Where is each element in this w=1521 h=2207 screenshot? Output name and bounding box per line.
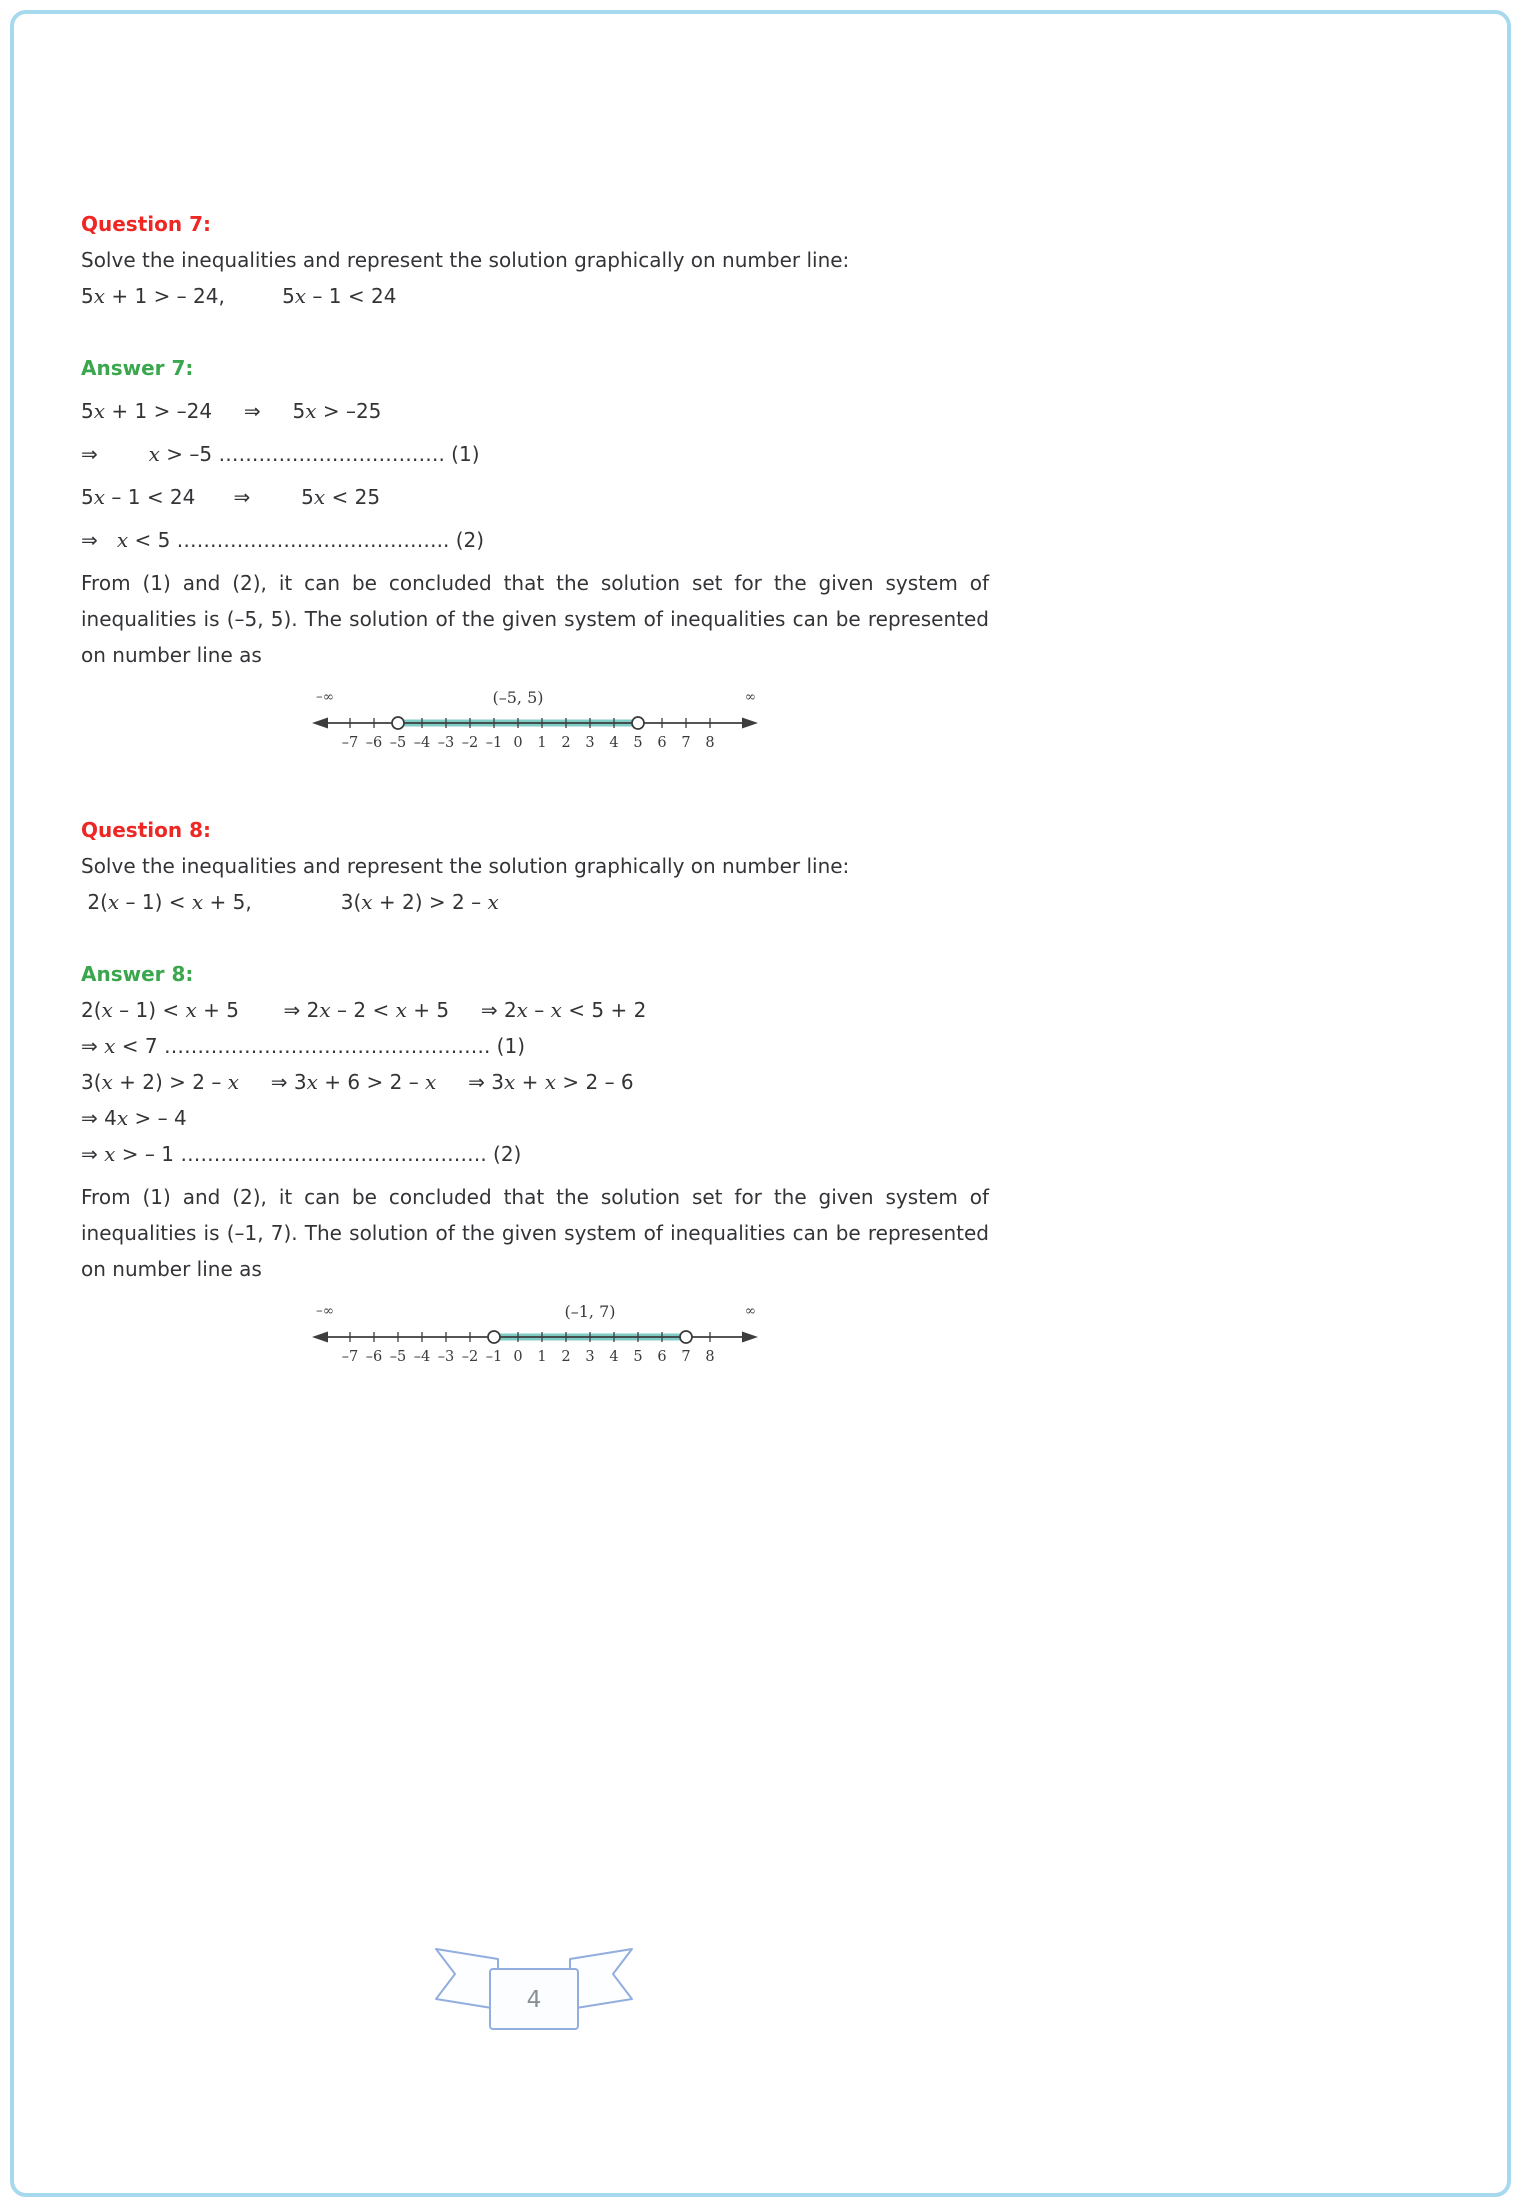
question-8-heading: Question 8: [81,818,211,842]
svg-text:–7: –7 [341,735,359,751]
svg-text:–1: –1 [485,1349,503,1365]
answer-7-step-4: ⇒ x < 5 ………………………………….. (2) [81,528,485,552]
svg-text:6: 6 [657,1349,667,1365]
svg-text:3: 3 [585,1349,595,1365]
svg-text:7: 7 [681,1349,691,1365]
svg-text:2: 2 [561,735,571,751]
svg-text:∞: ∞ [744,689,756,705]
svg-text:0: 0 [513,1349,523,1365]
svg-text:∞: ∞ [744,1303,756,1319]
svg-text:–5: –5 [389,735,407,751]
svg-text:–3: –3 [437,735,455,751]
svg-text:4: 4 [609,735,619,751]
answer-7-step-3: 5x – 1 < 24 ⇒ 5x < 25 [81,485,381,509]
svg-text:5: 5 [633,1349,643,1365]
svg-text:–3: –3 [437,1349,455,1365]
answer-8-step-2: ⇒ x < 7 …………………………………………. (1) [81,1034,526,1058]
answer-8-step-1: 2(x – 1) < x + 5 ⇒ 2x – 2 < x + 5 ⇒ 2x – x < 5 + 2 [81,998,647,1022]
page-content [81,0,989,1398]
svg-text:4: 4 [609,1349,619,1365]
answer-8-step-5: ⇒ x > – 1 ………………………………………. (2) [81,1142,522,1166]
svg-text:–1: –1 [485,735,503,751]
svg-text:–2: –2 [461,735,479,751]
svg-text:8: 8 [705,735,715,751]
svg-text:5: 5 [633,735,643,751]
answer-8-heading: Answer 8: [81,962,194,986]
svg-text:–6: –6 [365,735,383,751]
svg-text:–7: –7 [341,1349,359,1365]
svg-text:1: 1 [537,1349,547,1365]
page-number: 4 [526,1987,542,2013]
svg-text:0: 0 [513,735,523,751]
answer-7-step-2: ⇒ x > –5 ……………………………. (1) [81,442,480,466]
answer-7-step-1: 5x + 1 > –24 ⇒ 5x > –25 [81,399,382,423]
svg-text:–6: –6 [365,1349,383,1365]
question-8-prompt: Solve the inequalities and represent the solution graphically on number line: [81,854,850,878]
svg-text:–4: –4 [413,1349,431,1365]
svg-text:7: 7 [681,735,691,751]
svg-text:(–5, 5): (–5, 5) [492,688,544,707]
svg-text:3: 3 [585,735,595,751]
question-7-given: 5x + 1 > – 24, 5x – 1 < 24 [81,284,397,308]
svg-text:–5: –5 [389,1349,407,1365]
svg-text:6: 6 [657,735,667,751]
svg-text:1: 1 [537,735,547,751]
svg-text:–∞: –∞ [316,689,334,705]
svg-text:–∞: –∞ [316,1303,334,1319]
question-7-heading: Question 7: [81,212,211,236]
answer-8-step-4: ⇒ 4x > – 4 [81,1106,187,1130]
svg-text:8: 8 [705,1349,715,1365]
svg-text:–4: –4 [413,735,431,751]
question-8-given: 2(x – 1) < x + 5, 3(x + 2) > 2 – x [81,890,499,914]
answer-8-conclusion: From (1) and (2), it can be concluded that the solution set for the given system of inequalities is (–1, 7). The solution of the given system of inequalities can be represented on number line as [81,1185,989,1281]
answer-7-heading: Answer 7: [81,356,194,380]
svg-text:–2: –2 [461,1349,479,1365]
answer-8-step-3: 3(x + 2) > 2 – x ⇒ 3x + 6 > 2 – x ⇒ 3x + x > 2 – 6 [81,1070,634,1094]
svg-text:(–1, 7): (–1, 7) [564,1302,616,1321]
number-line-q7 [300,685,770,776]
question-7-prompt: Solve the inequalities and represent the solution graphically on number line: [81,248,850,272]
answer-7-conclusion: From (1) and (2), it can be concluded that the solution set for the given system of inequalities is (–5, 5). The solution of the given system of inequalities can be represented on number line as [81,571,989,667]
svg-text:2: 2 [561,1349,571,1365]
page-number-ribbon [428,1945,640,2037]
number-line-q8 [300,1299,770,1390]
